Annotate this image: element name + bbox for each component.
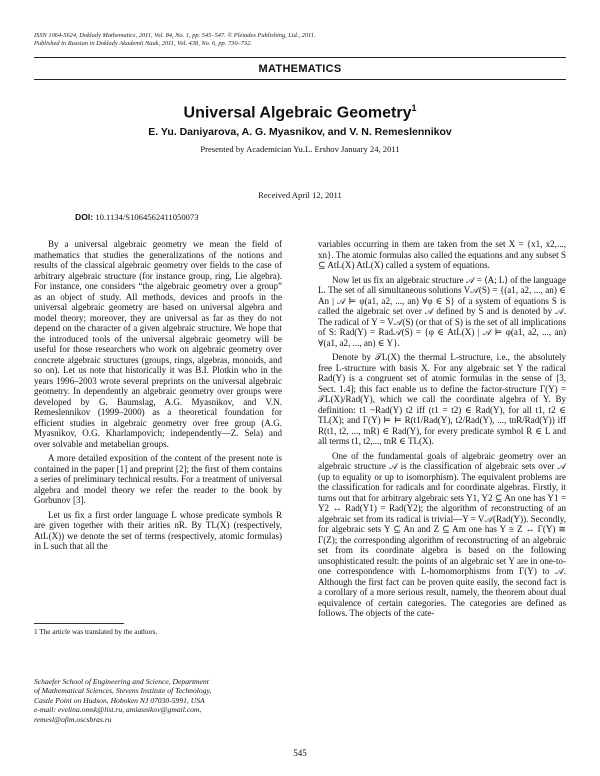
author-list: E. Yu. Daniyarova, A. G. Myasnikov, and V. N. Remeslennikov xyxy=(148,126,452,138)
affiliation-email-line[interactable]: remesl@ofim.oscsbras.ru xyxy=(34,714,112,724)
body-paragraph: Denote by 𝒯L(X) the thermal L-structure, i.e., the absolutely free L-structure with basis X. For any algebraic set Y the radical Rad(Y) is a congruent set of atomic formulas in the sense of [3, Sect. 1.4]; this fact enable us to define the factor-structure Γ(Y) = 𝒯L(X)/Rad(Y), which we call the coordinate algebra of Y. By definition: t1 ~Rad(Y) t2 iff (t1 = t2) ∈ Rad(Y), for all t1, t2 ∈ TL(X); and Γ(Y) ⊨ ⊨ R(t1/Rad(Y), t2/Rad(Y), ..., tnR/Rad(Y)) iff R(t1, t2, ..., tnR) ∈ Rad(Y), for every predicate symbol R ∈ L and all terms t1, t2,..., tnR ∈ TL(X). xyxy=(318,352,566,446)
body-paragraph: By a universal algebraic geometry we mean the field of mathematics that studies the generalizations of the notions and results of the classical algebraic geometry over fields to the case of arbitrary algebraic structure (for instance group, ring, Lie algebra). For instance, one considers “the algebraic geometry over a group” as an object of study. All methods, devices and proofs in the universal algebraic geometry are based on universal algebra and model theory; moreover, they are universal as far as they do not depend on the character of a given algebraic structure. We hope that the introduced tools of the universal algebraic geometry will be useful for those researchers who work on algebraic geometry over concrete algebraic structures (groups, rings, algebras, monoids, and so on). Let us note that historically it was B.I. Plotkin who in the years 1996–2003 wrote several preprints on the universal algebraic geometry. In dependently an algebraic geometry over groups were developed by G. Baumslag, A.G. Myasnikov, and V.N. Remeslennikov (1999–2000) as a theoretical foundation for efficient studies in algebraic geometry over free group (A.G. Myasnikov, O.G. Kharlampovich; independently—Z. Sela) and over solvable and metabelian groups. xyxy=(34,239,282,449)
paper-title-text: Universal Algebraic Geometry xyxy=(183,104,412,122)
section-rule-bottom xyxy=(34,79,566,80)
received-date: Received April 12, 2011 xyxy=(258,190,342,200)
presented-by: Presented by Academician Yu.L. Ershov January 24, 2011 xyxy=(200,144,400,154)
body-paragraph: variables occurring in them are taken from the set X = {x1, x2,..., xn}. The atomic formulas also called the equations and any subset S ⊆ AtL(X) AtL(X) called a system of equations. xyxy=(318,239,566,270)
page-number: 545 xyxy=(293,748,307,758)
body-paragraph: One of the fundamental goals of algebraic geometry over an algebraic structure 𝒜 is the classification of algebraic sets over 𝒜 (up to equality or up to isomorphism). The equivalent problems are the classification for radicals and for coordinate algebras. Firstly, it turns out that for arbitrary algebraic sets Y1, Y2 ⊆ An one has Y1 = Y2 ↔ Rad(Y1) = Rad(Y2); the algorithm of reconstructing of an algebraic set from its radical is trivial—Y = V𝒜(Rad(Y)). Secondly, for algebraic sets Y ⊆ An and Z ⊆ Am one has Y ≅ Z ↔ Γ(Y) ≅ Γ(Z); the corresponding algorithm of reconstructing of an algebraic set from its coordinate algebra is based on the following unsophisticated result: the points of an algebraic set Y are in one-to-one correspondence with L-homomorphisms from Γ(Y) to 𝒜. Although the first fact can be proven quite easily, the second fact is a corollary of a more serious result, namely, the theorem about dual equivalence of certain categories. The categories are defined as follows. The objects of the cate- xyxy=(318,450,566,618)
body-paragraph: Now let us fix an algebraic structure 𝒜 = ⟨A; L⟩ of the language L. The set of all simultaneous solutions V𝒜(S) = {(a1, a2, ..., an) ∈ An | 𝒜 ⊨ φ(a1, a2, ..., an) ∀φ ∈ S} of a system of equations S is called the algebraic set over 𝒜 defined by S and is denoted by 𝒜. The radical of Y = V𝒜(S) (or that of S) is the set of all implications of S: Rad(Y) = Rad𝒜(S) = {φ ∈ AtL(X) | 𝒜 ⊨ φ(a1, a2, ..., an) ∀(a1, a2, ..., an) ∈ Y}. xyxy=(318,274,567,348)
journal-header-line-1: ISSN 1064-5624, Doklady Mathematics, 2011, Vol. 84, No. 1, pp. 545–547. © Pleiades Publishing, Ltd., 2011. xyxy=(34,32,316,39)
affiliation-line: Castle Point on Hudson, Hoboken NJ 07030-5991, USA xyxy=(34,695,205,705)
journal-header xyxy=(34,32,574,48)
left-column xyxy=(34,239,282,556)
affiliation-email-line[interactable]: e-mail: evelina.omsk@list.ru, amiasnikov@gmail.com, xyxy=(34,705,202,715)
affiliation-line: Schaefer School of Engineering and Science, Department xyxy=(34,677,209,686)
body-paragraph: A more detailed exposition of the content of the present note is contained in the paper [1] and preprint [2]; the first of them contains a series of preliminary technical results. For a treatment of universal algebra and model theory we refer the reader to the book by Gorbunov [3]. xyxy=(34,453,282,505)
right-column xyxy=(318,239,566,623)
paper-title xyxy=(0,103,600,122)
affiliation-line: of Mathematical Sciences, Stevens Institute of Technology, xyxy=(34,686,212,696)
body-paragraph: Let us fix a first order language L whose predicate symbols R are given together with their arities nR. By TL(X) (respectively, AtL(X)) we denote the set of terms (respectively, atomic formulas) in L such that all the xyxy=(34,509,282,551)
title-footnote-mark: 1 xyxy=(411,103,417,113)
doi-label: DOI: xyxy=(75,212,94,222)
author-affiliation xyxy=(34,677,284,724)
footnote: 1 The article was translated by the authors. xyxy=(34,628,158,636)
journal-header-line-2: Published in Russian in Doklady Akademii Nauk, 2011, Vol. 438, No. 6, pp. 730–732. xyxy=(34,40,252,47)
footnote-rule xyxy=(34,623,124,624)
doi-line xyxy=(75,212,199,222)
section-rule-top xyxy=(34,57,566,58)
doi-value[interactable]: 10.1134/S1064562411050073 xyxy=(95,212,199,222)
section-heading: MATHEMATICS xyxy=(258,63,342,75)
